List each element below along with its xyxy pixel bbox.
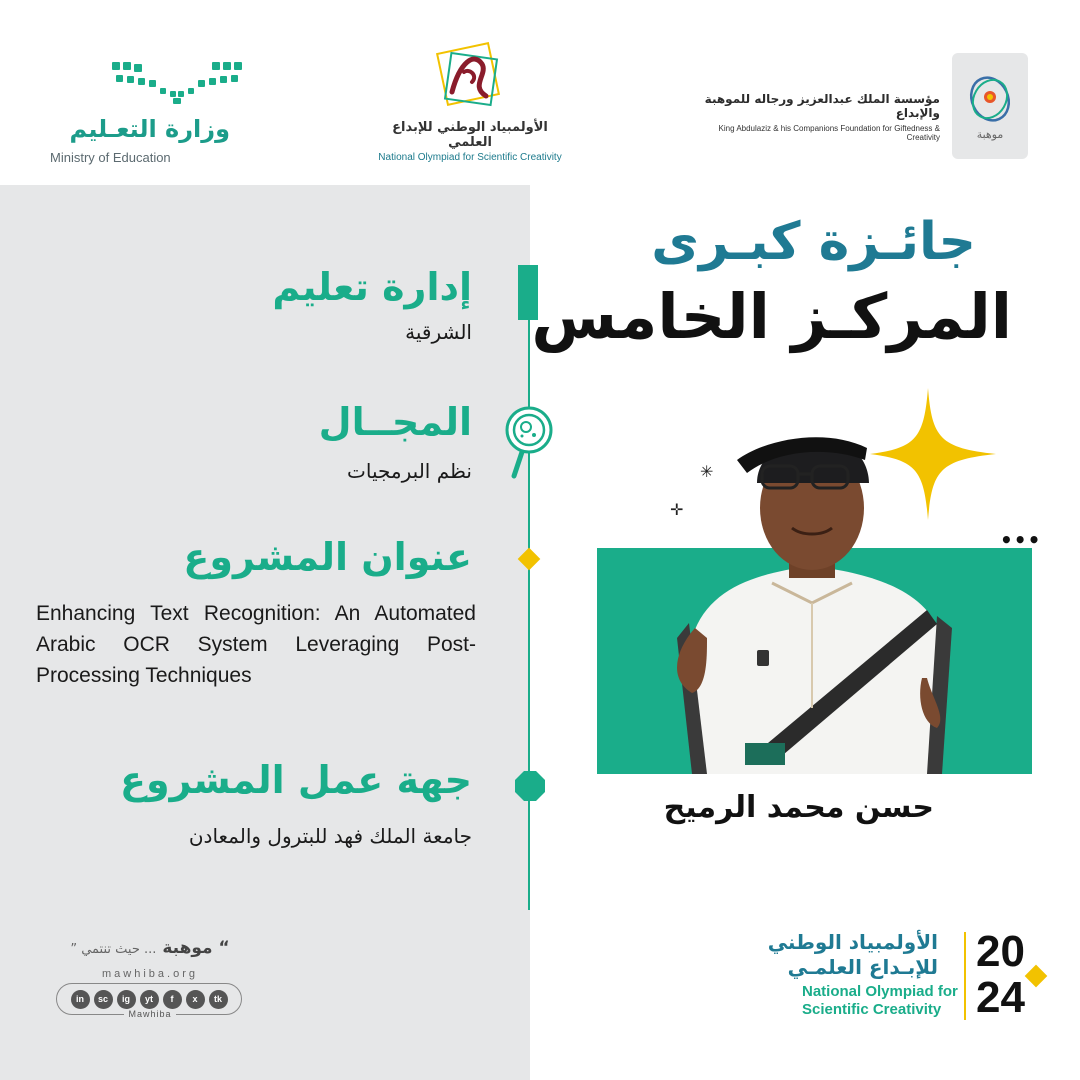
header [0,0,1080,185]
timeline-octagon-marker [514,770,546,802]
olympiad-logo-separator [964,932,966,1020]
slogan-sub: ... حيث تنتمي ” [70,942,157,957]
mawhiba-logo-label: موهبة [976,128,1004,141]
foundation-name [690,92,940,142]
project-entity-value: جامعة الملك فهد للبترول والمعادن [188,824,472,848]
olympiad-2024-logo [767,927,1046,1025]
mawhiba-slogan [60,938,240,958]
linkedin-icon[interactable]: in [71,990,90,1009]
ministry-of-education-logo [50,60,250,170]
instagram-icon[interactable]: ig [117,990,136,1009]
olympiad-arabic-name: الأولمبياد الوطني للإبداع العلمي [392,120,548,150]
microscope-magnifier-icon [500,402,558,480]
foundation-arabic-name: مؤسسة الملك عبدالعزيز ورجاله للموهبة والإبداع [704,92,940,120]
winner-name: حسن محمد الرميح [663,790,934,825]
award-title-line2: المركـز الخامس [531,280,1012,353]
mawhiba-emblem-icon [952,61,1028,131]
moe-english-name: Ministry of Education [50,150,171,165]
education-dept-title: إدارة تعليم [272,265,472,309]
olympiad-logo-en-line2: Scientific Creativity [802,1001,942,1018]
olympiad-logo-ar-line1: الأولمبياد الوطني [767,930,938,954]
tiktok-icon[interactable]: tk [209,990,228,1009]
year-top-digits: 20 [976,927,1025,976]
field-title: المجــال [318,400,472,444]
project-entity-title: جهة عمل المشروع [120,758,472,802]
youtube-icon[interactable]: yt [140,990,159,1009]
social-handle-label [60,1009,240,1019]
foundation-english-name: King Abdulaziz & his Companions Foundation for Giftedness & Creativity [718,124,940,142]
ellipsis-dots-icon: ••• [1000,528,1042,552]
moe-dots-icon [112,60,242,104]
education-dept-value: الشرقية [405,320,472,344]
slogan-main: “ موهبة [162,938,230,958]
award-title-line1: جائـزة كبـرى [651,212,976,272]
facebook-icon[interactable]: f [163,990,182,1009]
snapchat-icon[interactable]: sc [94,990,113,1009]
project-title-heading: عنوان المشروع [183,535,472,579]
year-diamond-icon [1025,965,1048,988]
olympiad-english-name: National Olympiad for Scientific Creativity [378,152,562,163]
sparkle-star-icon [870,388,996,520]
olympiad-logo-en-line1: National Olympiad for [802,983,958,1000]
olympiad-header-logo [370,42,570,167]
moe-arabic-name: وزارة التعـليم [69,115,230,143]
olympiad-logo-ar-line2: للإبـداع العلمـي [787,955,938,979]
mawhiba-logo [952,53,1028,159]
social-handle-text: Mawhiba [124,1009,175,1019]
small-star-icon: ✳ [700,462,714,481]
small-cross-icon: ✛ [670,500,684,519]
timeline-line [528,265,530,910]
year-bottom-digits: 24 [976,973,1025,1022]
field-value: نظم البرمجيات [347,459,472,483]
project-title-value: Enhancing Text Recognition: An Automated Arabic OCR System Leveraging Post-Processing Techniques [36,602,476,687]
olympiad-emblem-icon [430,42,510,120]
website-link[interactable]: mawhiba.org [102,968,198,980]
x-twitter-icon[interactable]: x [186,990,205,1009]
